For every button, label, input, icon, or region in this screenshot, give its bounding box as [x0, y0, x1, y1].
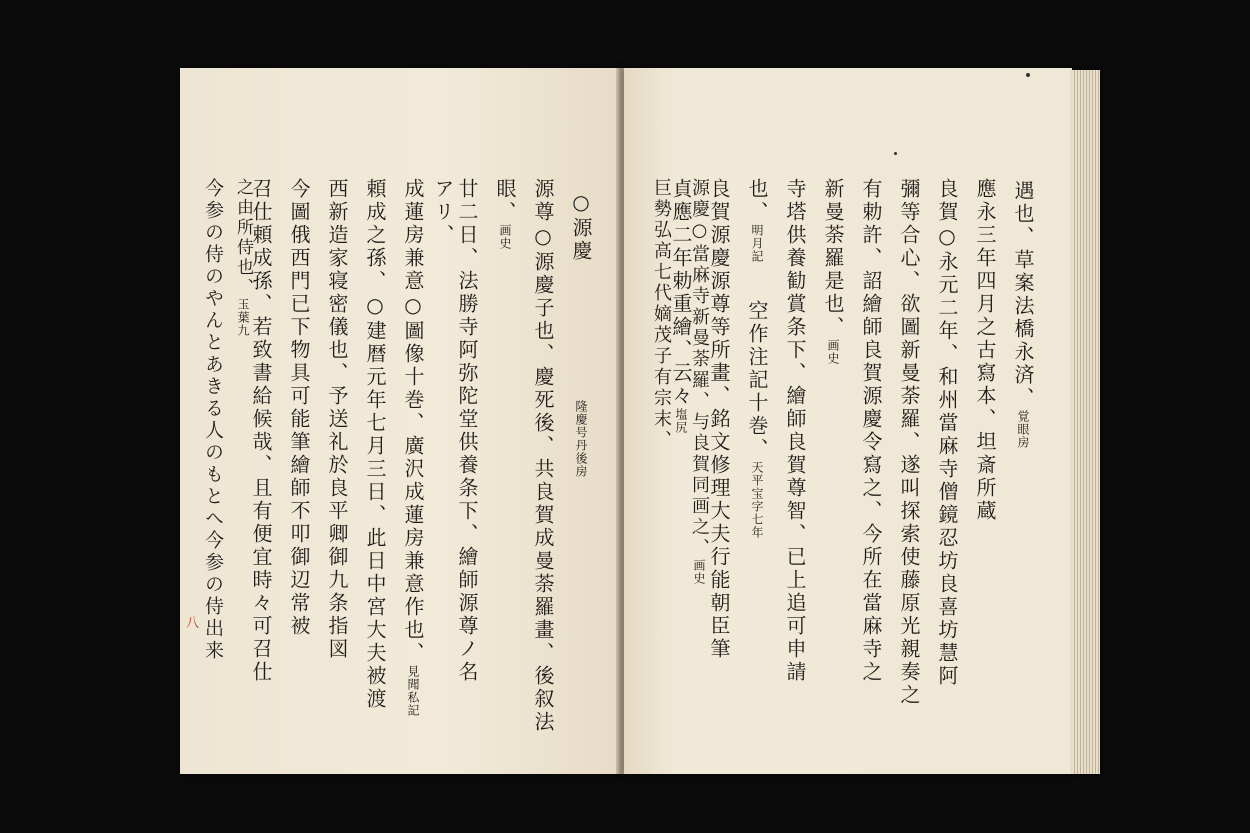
- text-column: 廿二日、法勝寺阿弥陀堂供養条下、繪師源尊ノ名: [455, 178, 479, 684]
- text-column: 良賀○永元二年、和州當麻寺僧鏡忍坊良喜坊慧阿: [935, 178, 959, 688]
- page-number: 八: [186, 616, 200, 631]
- page-edges: [1072, 70, 1100, 774]
- text-column: 源慶○當麻寺新曼荼羅、与良賀同画之、画史: [689, 178, 710, 585]
- text-column: 良賀源慶源尊等所畫、銘文修理大夫行能朝臣筆: [707, 178, 731, 661]
- text-column: 寺塔供養勧賞条下、繪師良賀尊智、已上追可申請: [783, 178, 807, 684]
- text-column: 成蓮房兼意○圖像十巻、廣沢成蓮房兼意作也、見聞私記: [401, 178, 425, 717]
- text-column: アリ、: [431, 178, 455, 247]
- text-column: 之由所侍也、玉葉九: [233, 178, 253, 337]
- text-column: 隆慶号丹後房: [574, 400, 588, 478]
- text-column: 有勅許、詔繪師良賀源慶令寫之、今所在當麻寺之: [859, 178, 883, 684]
- text-column: 貞應二年勅重繪、云々塩尻: [669, 178, 693, 434]
- text-column: 遇也、草案法橋永済、覚眼房: [1011, 180, 1035, 449]
- text-column: 空作注記十巻、天平宝字七年: [745, 300, 769, 539]
- text-column: 應永三年四月之古寫本、坦斎所蔵: [973, 178, 997, 523]
- text-column: 今圖俄西門已下物具可能筆繪師不叩御辺常被: [287, 178, 311, 638]
- ink-dot: [1026, 73, 1030, 77]
- text-column: 今参の侍のやんとあきる人のもとへ今参の侍出来: [202, 178, 224, 662]
- text-column: 召仕頼成孫、若致書給候哉、且有便宜時々可召仕: [249, 178, 273, 684]
- text-column: 也、明月記: [745, 178, 769, 263]
- text-column: 新曼荼羅是也、画史: [821, 178, 845, 365]
- text-column: 巨勢弘高七代嫡茂子有宗末、: [651, 178, 672, 451]
- text-column: 彌等合心、欲圖新曼荼羅、遂叫探索使藤原光親奏之: [897, 178, 921, 707]
- text-column: 頼成之孫、○建暦元年七月三日、此日中宮大夫被渡: [363, 178, 387, 711]
- text-column: 眼、画史: [493, 178, 517, 250]
- text-column: 源尊○源慶子也、慶死後、共良賀成曼荼羅畫、後叙法: [531, 178, 555, 734]
- ink-dot: [894, 152, 897, 155]
- text-column: 西新造家寝密儀也、予送礼於良平卿御九条指図: [325, 178, 349, 661]
- text-column: ○源慶: [569, 190, 593, 263]
